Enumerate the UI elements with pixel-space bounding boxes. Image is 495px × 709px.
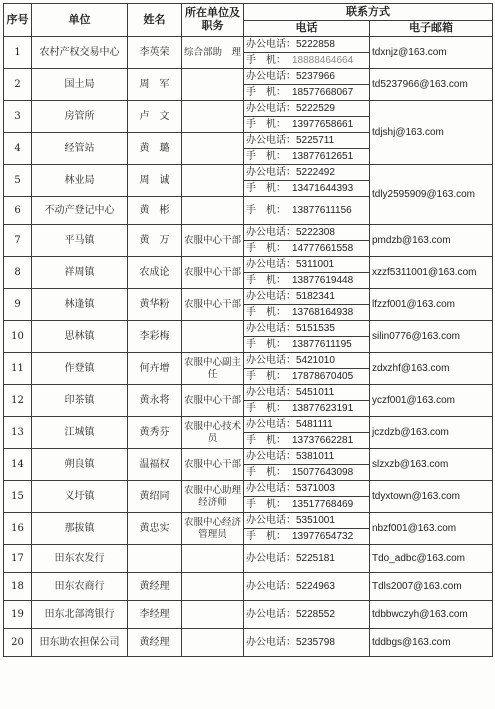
office-phone-cell — [244, 165, 370, 181]
office-phone-cell — [244, 601, 370, 629]
mobile-phone: 14777661558 — [292, 242, 354, 254]
name-cell: 黄 璐 — [128, 133, 182, 165]
email-cell: jczdzb@163.com — [370, 417, 493, 449]
email-cell: yczf001@163.com — [370, 385, 493, 417]
dept-cell: 农服中心干部 — [182, 225, 244, 257]
name-cell: 卢 文 — [128, 101, 182, 133]
email-cell: lfzzf001@163.com — [370, 289, 493, 321]
row-number: 9 — [4, 289, 32, 321]
name-cell: 黄忠实 — [128, 513, 182, 545]
office-phone: 5225711 — [296, 134, 335, 146]
mobile-phone-cell — [244, 369, 370, 385]
office-label: 办公电话： — [246, 134, 296, 146]
dept-cell: 农服中心干部 — [182, 289, 244, 321]
mobile-label: 手 机： — [246, 338, 286, 350]
office-label: 办公电话： — [246, 102, 296, 114]
email-cell: tdxnjz@163.com — [370, 37, 493, 69]
unit-cell: 那拔镇 — [32, 513, 128, 545]
mobile-phone-cell — [244, 53, 370, 69]
mobile-label: 手 机： — [246, 530, 286, 542]
unit-cell: 田东北部湾银行 — [32, 601, 128, 629]
dept-cell — [182, 321, 244, 353]
office-phone: 5421010 — [296, 354, 335, 366]
dept-cell — [182, 197, 244, 225]
name-cell: 李英荣 — [128, 37, 182, 69]
name-cell: 黄华粉 — [128, 289, 182, 321]
mobile-label: 手 机： — [246, 306, 286, 318]
header-phone: 电话 — [244, 21, 370, 37]
email-cell: silin0776@163.com — [370, 321, 493, 353]
office-phone-cell — [244, 449, 370, 465]
mobile-label: 手 机： — [246, 204, 286, 216]
email-cell: td5237966@163.com — [370, 69, 493, 101]
row-number: 18 — [4, 573, 32, 601]
dept-cell — [182, 545, 244, 573]
dept-cell — [182, 573, 244, 601]
row-number: 4 — [4, 133, 32, 165]
mobile-phone: 18888464664 — [292, 54, 354, 66]
mobile-phone: 18577668067 — [292, 86, 354, 98]
unit-cell: 不动产登记中心 — [32, 197, 128, 225]
row-number: 11 — [4, 353, 32, 385]
office-phone: 5235798 — [296, 636, 335, 648]
mobile-phone-cell — [244, 149, 370, 165]
mobile-label: 手 机： — [246, 118, 286, 130]
mobile-label: 手 机： — [246, 274, 286, 286]
email-cell: xzzf5311001@163.com — [370, 257, 493, 289]
office-phone-cell — [244, 133, 370, 149]
mobile-phone: 13768164938 — [292, 306, 354, 318]
office-phone-cell — [244, 353, 370, 369]
office-phone-cell — [244, 481, 370, 497]
office-label: 办公电话： — [246, 386, 296, 398]
office-phone: 5351001 — [296, 514, 335, 526]
name-cell: 黄 万 — [128, 225, 182, 257]
mobile-phone: 13471644393 — [292, 182, 354, 194]
unit-cell: 江城镇 — [32, 417, 128, 449]
office-phone: 5222492 — [296, 166, 335, 178]
office-phone: 5237966 — [296, 70, 335, 82]
name-cell: 黄永将 — [128, 385, 182, 417]
header-email: 电子邮箱 — [370, 21, 493, 37]
mobile-phone: 15077643098 — [292, 466, 354, 478]
unit-cell: 祥周镇 — [32, 257, 128, 289]
mobile-phone-cell — [244, 337, 370, 353]
mobile-phone: 13737662281 — [292, 434, 354, 446]
name-cell: 温福权 — [128, 449, 182, 481]
office-label: 办公电话： — [246, 514, 296, 526]
dept-cell — [182, 165, 244, 197]
header-contact: 联系方式 — [244, 4, 493, 21]
name-cell: 农成论 — [128, 257, 182, 289]
row-number: 14 — [4, 449, 32, 481]
office-phone: 5381011 — [296, 450, 335, 462]
office-label: 办公电话： — [246, 608, 296, 620]
email-cell: zdxzhf@163.com — [370, 353, 493, 385]
row-number: 3 — [4, 101, 32, 133]
office-label: 办公电话： — [246, 636, 296, 648]
mobile-phone-cell — [244, 273, 370, 289]
office-phone: 5222308 — [296, 226, 335, 238]
row-number: 20 — [4, 629, 32, 657]
unit-cell: 林业局 — [32, 165, 128, 197]
name-cell: 李经理 — [128, 601, 182, 629]
office-phone-cell — [244, 545, 370, 573]
mobile-phone: 17878670405 — [292, 370, 354, 382]
dept-cell — [182, 69, 244, 101]
mobile-phone-cell — [244, 181, 370, 197]
name-cell: 何卉增 — [128, 353, 182, 385]
row-number: 12 — [4, 385, 32, 417]
office-phone: 5222858 — [296, 38, 335, 50]
row-number: 2 — [4, 69, 32, 101]
office-label: 办公电话： — [246, 70, 296, 82]
office-phone-cell — [244, 513, 370, 529]
mobile-label: 手 机： — [246, 402, 286, 414]
email-cell: tdyxtown@163.com — [370, 481, 493, 513]
dept-cell: 农服中心经济管理员 — [182, 513, 244, 545]
email-cell: tdly2595909@163.com — [370, 165, 493, 225]
dept-cell: 农服中心干部 — [182, 449, 244, 481]
dept-cell — [182, 629, 244, 657]
mobile-phone-cell — [244, 401, 370, 417]
email-cell: Tdls2007@163.com — [370, 573, 493, 601]
dept-cell — [182, 101, 244, 133]
mobile-label: 手 机： — [246, 242, 286, 254]
unit-cell: 义圩镇 — [32, 481, 128, 513]
office-label: 办公电话： — [246, 38, 296, 50]
name-cell: 周 军 — [128, 69, 182, 101]
row-number: 15 — [4, 481, 32, 513]
office-label: 办公电话： — [246, 552, 296, 564]
name-cell: 黄经理 — [128, 573, 182, 601]
header-name: 姓名 — [128, 4, 182, 37]
name-cell: 黄经理 — [128, 629, 182, 657]
office-phone: 5225181 — [296, 552, 335, 564]
dept-cell: 综合部助 理 — [182, 37, 244, 69]
office-label: 办公电话： — [246, 226, 296, 238]
office-phone: 5182341 — [296, 290, 335, 302]
row-number: 8 — [4, 257, 32, 289]
mobile-phone: 13877623191 — [292, 402, 354, 414]
header-dept: 所在单位及职务 — [182, 4, 244, 37]
mobile-label: 手 机： — [246, 86, 286, 98]
mobile-phone: 13977654732 — [292, 530, 354, 542]
unit-cell: 林逢镇 — [32, 289, 128, 321]
name-cell: 黄绍同 — [128, 481, 182, 513]
mobile-phone-cell — [244, 497, 370, 513]
name-cell: 李彩梅 — [128, 321, 182, 353]
dept-cell: 农服中心干部 — [182, 257, 244, 289]
mobile-label: 手 机： — [246, 498, 286, 510]
mobile-label: 手 机： — [246, 434, 286, 446]
dept-cell: 农服中心副主任 — [182, 353, 244, 385]
mobile-phone-cell — [244, 85, 370, 101]
name-cell: 周 诚 — [128, 165, 182, 197]
header-seq: 序号 — [4, 4, 32, 37]
row-number: 10 — [4, 321, 32, 353]
dept-cell: 农服中心助理经济师 — [182, 481, 244, 513]
office-phone: 5451011 — [296, 386, 335, 398]
unit-cell: 朔良镇 — [32, 449, 128, 481]
mobile-phone: 13977658661 — [292, 118, 354, 130]
mobile-phone-cell — [244, 117, 370, 133]
office-phone-cell — [244, 37, 370, 53]
email-cell: slzxzb@163.com — [370, 449, 493, 481]
mobile-phone-cell — [244, 241, 370, 257]
mobile-phone-cell — [244, 529, 370, 545]
office-phone-cell — [244, 257, 370, 273]
row-number: 6 — [4, 197, 32, 225]
name-cell: 黄 彬 — [128, 197, 182, 225]
office-label: 办公电话： — [246, 258, 296, 270]
unit-cell: 印茶镇 — [32, 385, 128, 417]
contact-table — [3, 3, 493, 657]
office-phone: 5224963 — [296, 580, 335, 592]
mobile-phone: 13517768469 — [292, 498, 354, 510]
office-phone-cell — [244, 417, 370, 433]
office-label: 办公电话： — [246, 482, 296, 494]
unit-cell: 农村产权交易中心 — [32, 37, 128, 69]
office-phone-cell — [244, 321, 370, 337]
dept-cell — [182, 601, 244, 629]
mobile-label: 手 机： — [246, 150, 286, 162]
office-label: 办公电话： — [246, 290, 296, 302]
dept-cell: 农服中心技术员 — [182, 417, 244, 449]
email-cell: nbzf001@163.com — [370, 513, 493, 545]
mobile-label: 手 机： — [246, 370, 286, 382]
row-number: 19 — [4, 601, 32, 629]
dept-cell: 农服中心干部 — [182, 385, 244, 417]
name-cell — [128, 545, 182, 573]
office-phone: 5371003 — [296, 482, 335, 494]
office-phone: 5228552 — [296, 608, 335, 620]
unit-cell: 田东农发行 — [32, 545, 128, 573]
mobile-phone-cell — [244, 197, 370, 225]
office-label: 办公电话： — [246, 354, 296, 366]
unit-cell: 思林镇 — [32, 321, 128, 353]
row-number: 13 — [4, 417, 32, 449]
office-label: 办公电话： — [246, 580, 296, 592]
header-unit: 单位 — [32, 4, 128, 37]
unit-cell: 作登镇 — [32, 353, 128, 385]
email-cell: tdbbwczyh@163.com — [370, 601, 493, 629]
unit-cell: 国土局 — [32, 69, 128, 101]
unit-cell: 平马镇 — [32, 225, 128, 257]
row-number: 16 — [4, 513, 32, 545]
office-label: 办公电话： — [246, 166, 296, 178]
office-phone: 5151535 — [296, 322, 335, 334]
dept-cell — [182, 133, 244, 165]
mobile-label: 手 机： — [246, 182, 286, 194]
unit-cell: 经管站 — [32, 133, 128, 165]
office-label: 办公电话： — [246, 450, 296, 462]
email-cell: Tdo_adbc@163.com — [370, 545, 493, 573]
office-phone-cell — [244, 573, 370, 601]
office-phone-cell — [244, 629, 370, 657]
mobile-label: 手 机： — [246, 466, 286, 478]
mobile-phone: 13877619448 — [292, 274, 354, 286]
office-phone: 5311001 — [296, 258, 335, 270]
office-phone: 5222529 — [296, 102, 335, 114]
office-phone-cell — [244, 385, 370, 401]
office-phone-cell — [244, 69, 370, 85]
mobile-phone: 13877612651 — [292, 150, 354, 162]
mobile-phone-cell — [244, 305, 370, 321]
mobile-label: 手 机： — [246, 54, 286, 66]
office-phone-cell — [244, 289, 370, 305]
name-cell: 黄秀芬 — [128, 417, 182, 449]
row-number: 17 — [4, 545, 32, 573]
email-cell: tdjshj@163.com — [370, 101, 493, 165]
office-phone-cell — [244, 101, 370, 117]
email-cell: pmdzb@163.com — [370, 225, 493, 257]
row-number: 7 — [4, 225, 32, 257]
unit-cell: 田东助农担保公司 — [32, 629, 128, 657]
office-label: 办公电话： — [246, 418, 296, 430]
office-phone: 5481111 — [296, 418, 333, 430]
mobile-phone: 13877611195 — [292, 338, 352, 350]
mobile-phone-cell — [244, 433, 370, 449]
row-number: 5 — [4, 165, 32, 197]
unit-cell: 田东农商行 — [32, 573, 128, 601]
unit-cell: 房管所 — [32, 101, 128, 133]
office-phone-cell — [244, 225, 370, 241]
email-cell: tddbgs@163.com — [370, 629, 493, 657]
row-number: 1 — [4, 37, 32, 69]
mobile-phone-cell — [244, 465, 370, 481]
office-label: 办公电话： — [246, 322, 296, 334]
mobile-phone: 13877611156 — [292, 204, 352, 216]
